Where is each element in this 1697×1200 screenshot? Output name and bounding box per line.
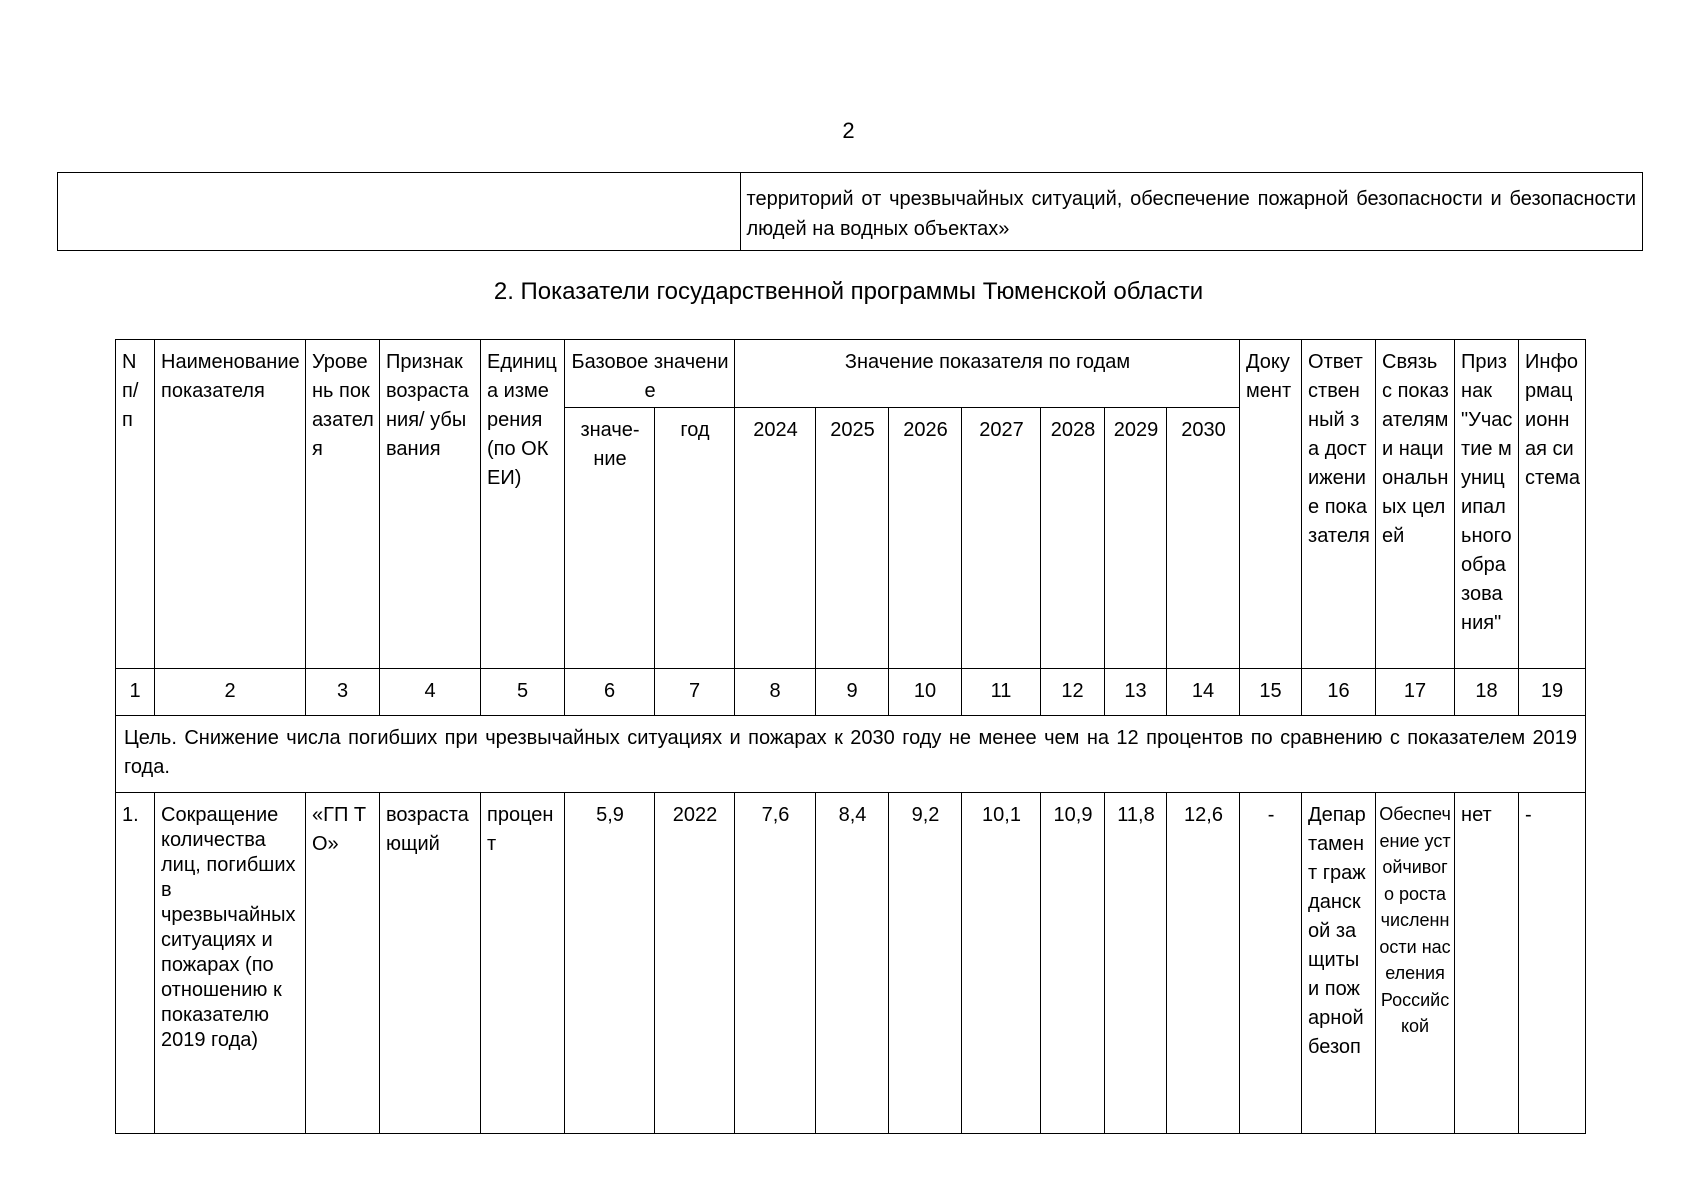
header-info-system: Информационная система [1519, 340, 1586, 669]
header-responsible: Ответственный за достижение показателя [1302, 340, 1376, 669]
row-2030: 12,6 [1167, 793, 1240, 1134]
header-base-value: значе- ние [565, 408, 655, 669]
row-unit: процент [481, 793, 565, 1134]
header-link: Связь с показателями национальных целей [1376, 340, 1455, 669]
header-level: Уровень показателя [306, 340, 380, 669]
header-2024: 2024 [735, 408, 816, 669]
table-header-row [116, 340, 1586, 408]
column-number: 14 [1167, 669, 1240, 716]
header-2026: 2026 [889, 408, 962, 669]
row-2026: 9,2 [889, 793, 962, 1134]
column-number: 16 [1302, 669, 1376, 716]
row-2029: 11,8 [1105, 793, 1167, 1134]
goal-text: Цель. Снижение числа погибших при чрезвычайных ситуациях и пожарах к 2030 году не менее чем на 12 процентов по сравнению с показателем 2019 года. [116, 716, 1586, 793]
column-number: 7 [655, 669, 735, 716]
column-number: 6 [565, 669, 655, 716]
column-number: 12 [1041, 669, 1105, 716]
program-name-continuation: территорий от чрезвычайных ситуаций, обеспечение пожарной безопасности и безопасности людей на водных объектах» [740, 173, 1642, 251]
column-number: 11 [962, 669, 1041, 716]
column-number: 8 [735, 669, 816, 716]
row-2024: 7,6 [735, 793, 816, 1134]
header-2030: 2030 [1167, 408, 1240, 669]
header-2028: 2028 [1041, 408, 1105, 669]
header-name: Наименование показателя [155, 340, 306, 669]
row-base-value: 5,9 [565, 793, 655, 1134]
column-number: 15 [1240, 669, 1302, 716]
column-number: 9 [816, 669, 889, 716]
row-2028: 10,9 [1041, 793, 1105, 1134]
header-num: N п/п [116, 340, 155, 669]
row-level: «ГП ТО» [306, 793, 380, 1134]
row-num: 1. [116, 793, 155, 1134]
column-number: 5 [481, 669, 565, 716]
column-number: 1 [116, 669, 155, 716]
column-number: 3 [306, 669, 380, 716]
row-sign: возрастающий [380, 793, 481, 1134]
column-number: 18 [1455, 669, 1519, 716]
header-municipal: Признак "Участие муниципального образования" [1455, 340, 1519, 669]
header-document: Документ [1240, 340, 1302, 669]
column-number: 10 [889, 669, 962, 716]
header-2029: 2029 [1105, 408, 1167, 669]
row-2027: 10,1 [962, 793, 1041, 1134]
header-2027: 2027 [962, 408, 1041, 669]
indicators-table [115, 339, 1586, 1134]
section-title: 2. Показатели государственной программы Тюменской области [493, 278, 1204, 305]
column-number: 2 [155, 669, 306, 716]
row-name: Сокращение количества лиц, погибших в чрезвычайных ситуациях и пожарах (по отношению к показателю 2019 года) [155, 793, 306, 1134]
column-number: 19 [1519, 669, 1586, 716]
row-info-system: - [1519, 793, 1586, 1134]
page-number: 2 [842, 118, 855, 143]
column-number: 13 [1105, 669, 1167, 716]
row-link: Обеспечение устойчивого роста численности населения Российской [1376, 793, 1455, 1134]
column-number: 4 [380, 669, 481, 716]
row-base-year: 2022 [655, 793, 735, 1134]
header-base: Базовое значение [565, 340, 735, 408]
empty-left-cell [58, 173, 741, 251]
header-sign: Признак возрастания/ убывания [380, 340, 481, 669]
row-municipal: нет [1455, 793, 1519, 1134]
header-2025: 2025 [816, 408, 889, 669]
header-years-group: Значение показателя по годам [735, 340, 1240, 408]
table-row [116, 793, 1586, 1134]
program-info-table [57, 172, 1643, 251]
header-unit: Единица измерения (по ОКЕИ) [481, 340, 565, 669]
row-document: - [1240, 793, 1302, 1134]
row-2025: 8,4 [816, 793, 889, 1134]
column-numbers-row [116, 669, 1586, 716]
goal-row [116, 716, 1586, 793]
row-responsible: Департамент гражданской защиты и пожарной безоп [1302, 793, 1376, 1134]
header-base-year: год [655, 408, 735, 669]
column-number: 17 [1376, 669, 1455, 716]
